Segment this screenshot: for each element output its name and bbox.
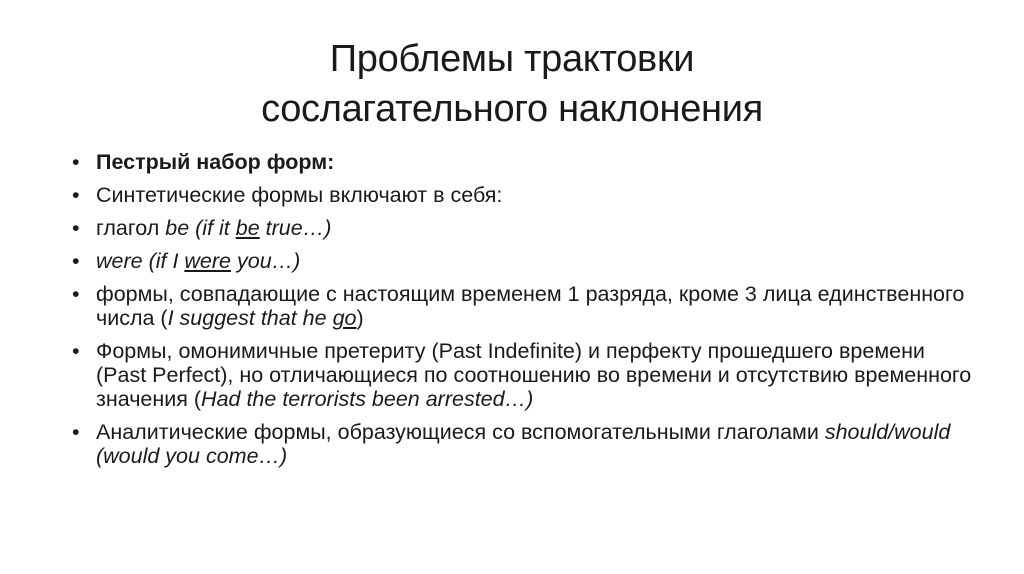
- bullet-text: Аналитические формы, образующиеся со вспомогательными глаголами: [96, 420, 825, 444]
- bullet-icon: •: [72, 183, 80, 207]
- example-underlined: go: [332, 306, 357, 330]
- bullet-item-forms-variety: [72, 150, 972, 174]
- bullet-text: глагол: [96, 216, 166, 240]
- bullet-icon: •: [72, 216, 80, 240]
- example-text: true…): [259, 216, 332, 240]
- bullet-text: Формы, омонимичные претериту (Past Indefinite) и перфекту прошедшего времени (Past Perfect), но отличающиеся по соотношению во времени и отсутствию временного значения (: [96, 339, 972, 411]
- bullet-item-verb-be: [72, 216, 972, 240]
- bullet-item-were: [72, 249, 972, 273]
- slide-title-line-1: Проблемы трактовки: [329, 38, 695, 80]
- example-text: were (if I: [96, 249, 185, 273]
- bullet-item-preterite-forms: [72, 339, 972, 411]
- example-text: I suggest that he: [167, 306, 333, 330]
- example-text: be (if it: [165, 216, 236, 240]
- bullet-text: Синтетические формы включают в себя:: [96, 183, 503, 207]
- bullet-icon: •: [72, 282, 80, 306]
- bullet-icon: •: [72, 339, 80, 363]
- bullet-text: Пестрый набор форм:: [96, 150, 335, 174]
- bullet-icon: •: [72, 420, 80, 444]
- bullet-text: формы, совпадающие с настоящим временем 1 разряда, кроме 3 лица единственного числа (: [96, 282, 965, 330]
- example-underlined: were: [184, 249, 232, 273]
- bullet-item-synthetic-forms: [72, 183, 972, 207]
- bullet-text: ): [356, 306, 364, 330]
- slide-title: [0, 34, 1024, 134]
- example-underlined: be: [235, 216, 260, 240]
- bullet-list: [72, 150, 972, 477]
- example-text: should/would (would you come…): [96, 420, 951, 468]
- slide-title-line-2: сослагательного наклонения: [261, 88, 763, 130]
- example-text: Had the terrorists been arrested…): [201, 387, 534, 411]
- bullet-icon: •: [72, 150, 80, 174]
- bullet-item-present-forms: [72, 282, 972, 330]
- bullet-icon: •: [72, 249, 80, 273]
- bullet-item-analytic-forms: [72, 420, 972, 468]
- example-text: you…): [231, 249, 301, 273]
